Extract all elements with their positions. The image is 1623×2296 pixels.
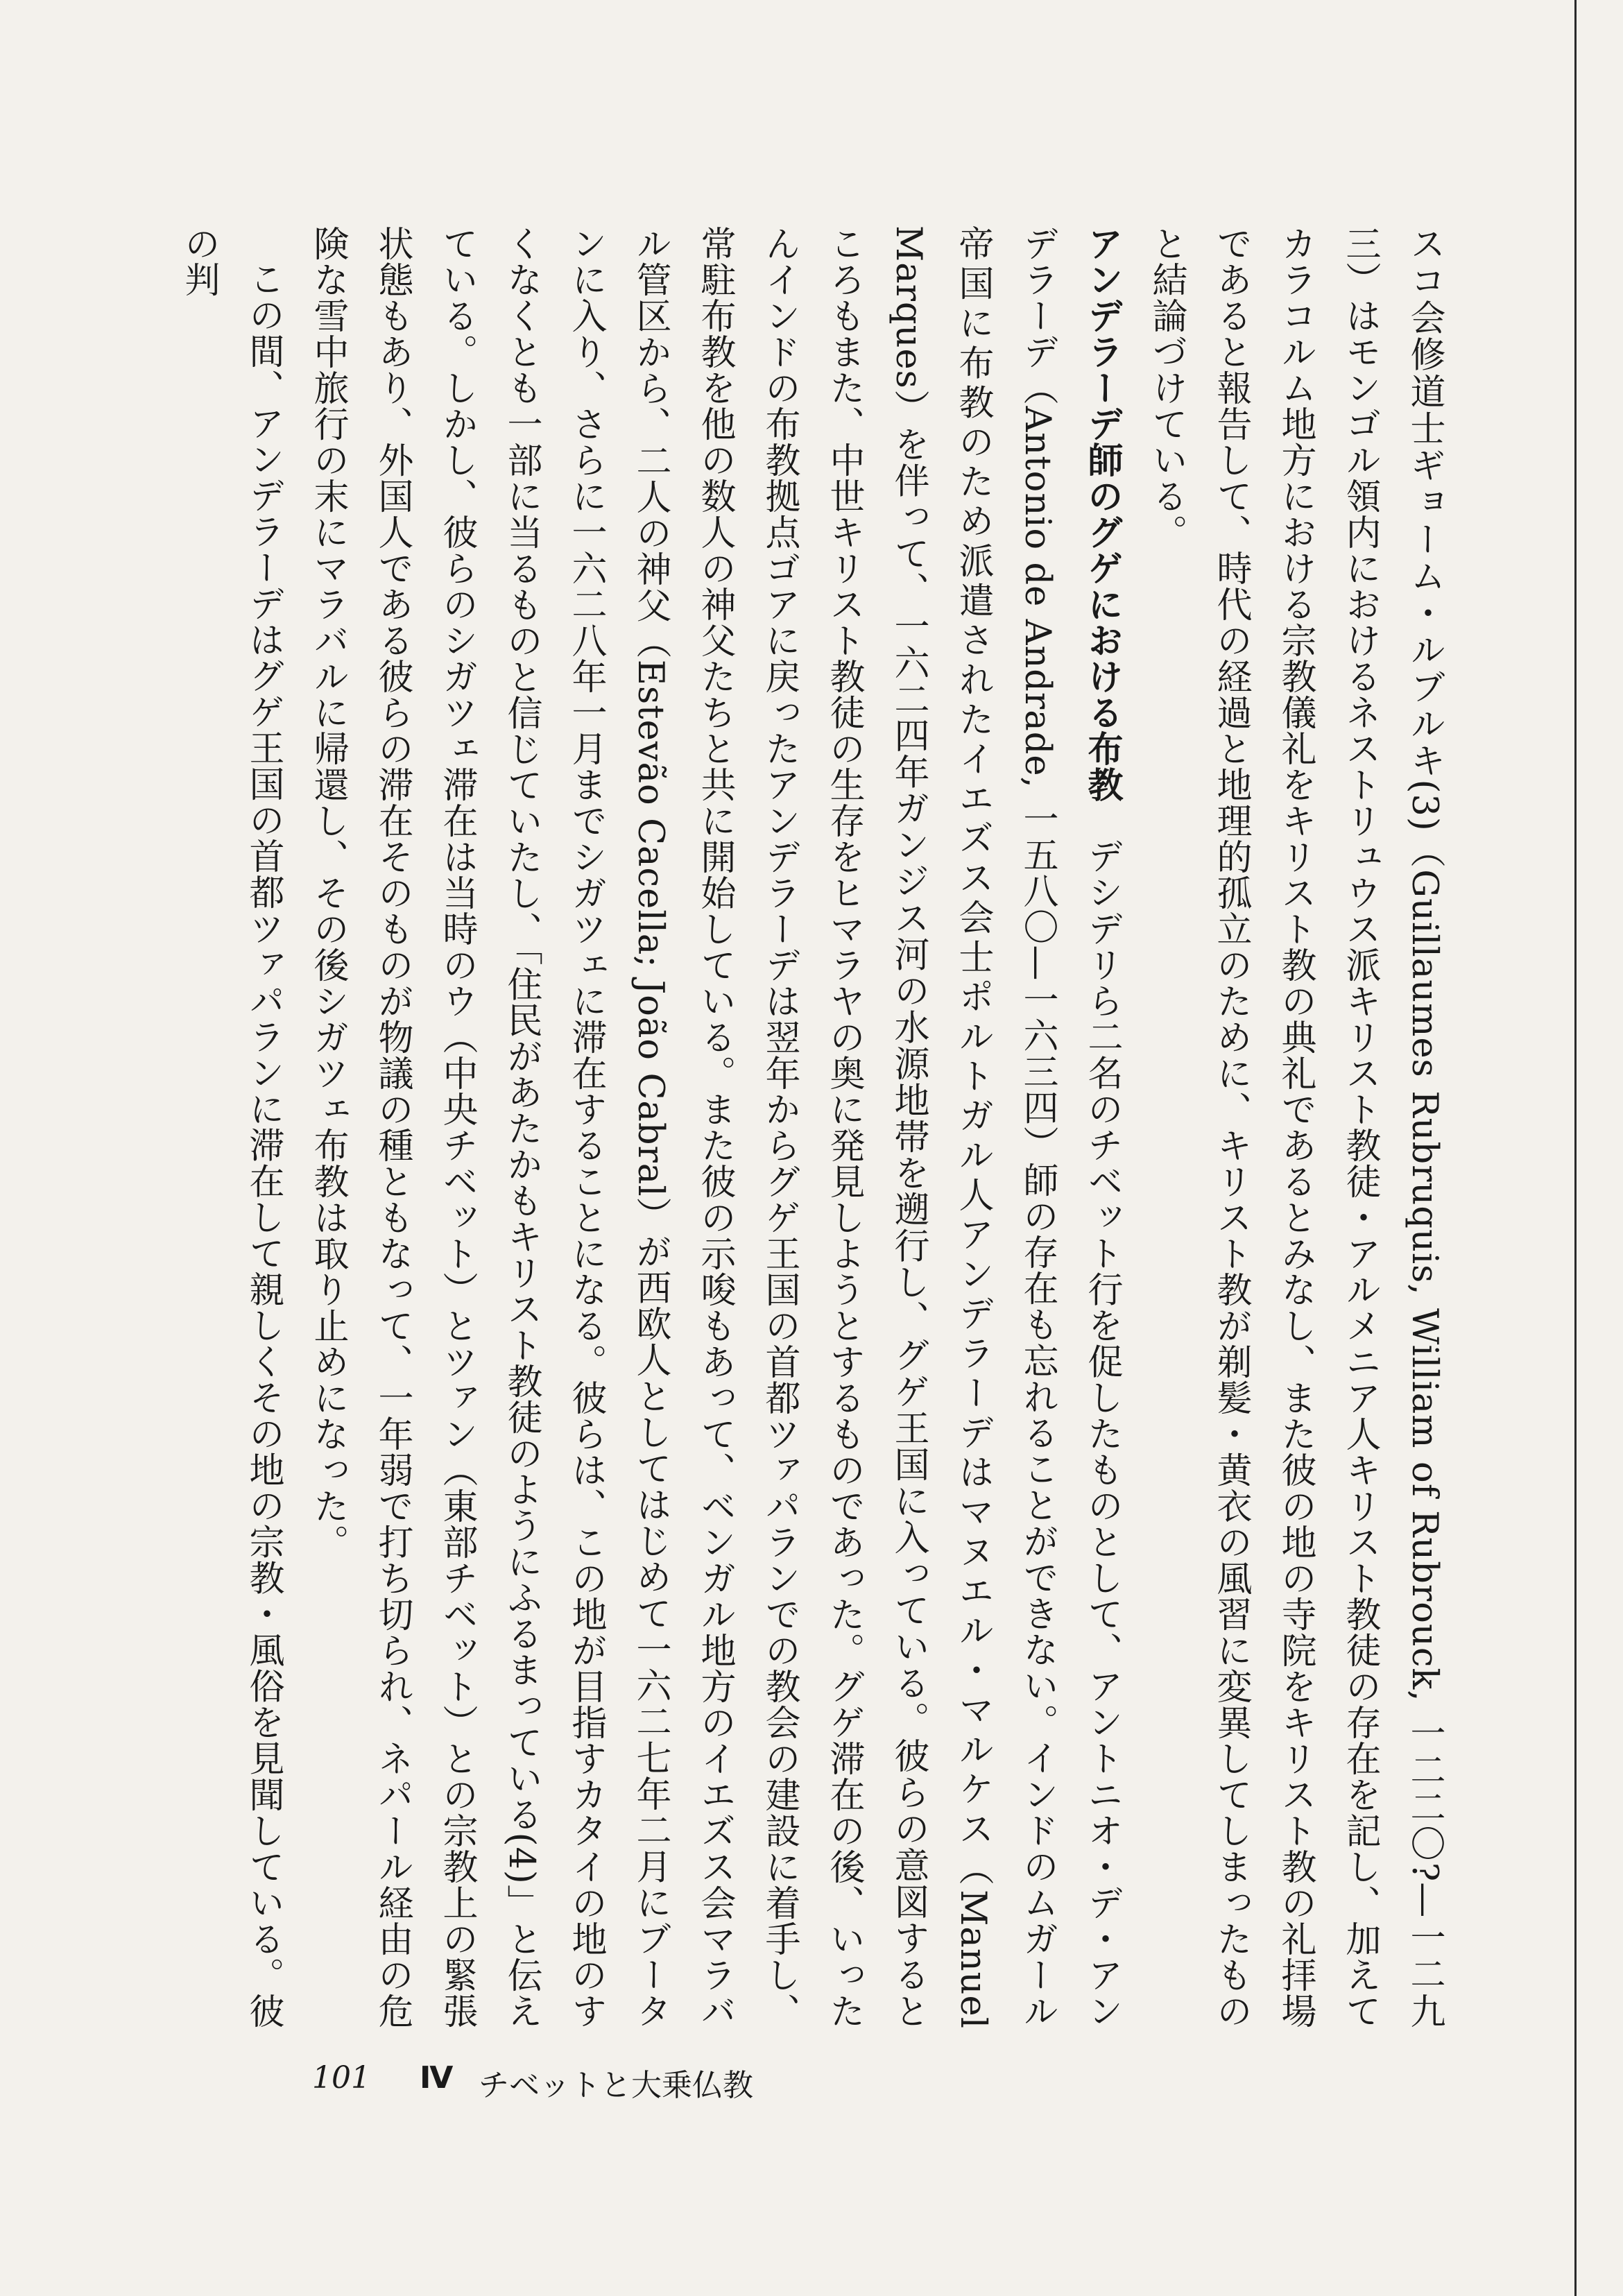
chapter-number: Ⅳ — [420, 2060, 454, 2096]
paragraph-tsaparang — [166, 225, 295, 2029]
page-footer — [312, 2060, 1006, 2109]
paragraph-text: デシデリら二名のチベット行を促したものとして、アントニオ・デ・アンデラーデ（Antonio de Andrade, 一五八〇—一六三四）師の存在も忘れることができない。インドのムガール帝国に布教のため派遣されたイエズス会士ポルトガル人アンデラーデはマヌエル・マルケス（Manuel Marques）を伴って、一六二四年ガンジス河の水源地帯を遡行し、グゲ王国に入っている。彼らの意図するところもまた、中世キリスト教徒の生存をヒマラヤの奥に発見しようとするものであった。グゲ滞在の後、いったんインドの布教拠点ゴアに戻ったアンデラーデは翌年からグゲ王国の首都ツァパランでの教会の建設に着手し、常駐布教を他の数人の神父たちと共に開始している。また彼の示唆もあって、ベンガル地方のイエズス会マラバル管区から、二人の神父（Estevão Cacella; João Cabral）が西欧人としてはじめて一六二七年二月にブータンに入り、さらに一六二八年一月までシガツェに滞在することになる。彼らは、この地が目指すカタイの地のすくなくとも一部に当るものと信じていたし、「住民があたかもキリスト教徒のようにふるまっている(4)」と伝えている。しかし、彼らのシガツェ滞在は当時のウ（中央チベット）とツァン（東部チベット）との宗教上の緊張状態もあり、外国人である彼らの滞在そのものが物議の種ともなって、一年弱で打ち切られ、ネパール経由の危険な雪中旅行の末にマラバルに帰還し、その後シガツェ布教は取り止めになった。 — [307, 225, 1122, 2030]
section-heading: アンデラーデ師のグゲにおける布教 — [1081, 225, 1122, 803]
page-number: 101 — [312, 2060, 370, 2096]
body-text — [178, 225, 1457, 2030]
page-edge-line — [1574, 0, 1577, 2296]
paragraph-andrade — [295, 225, 1134, 2029]
chapter-title: チベットと大乗仏教 — [479, 2068, 753, 2103]
paragraph-text: この間、アンデラーデはグゲ王国の首都ツァパランに滞在して親しくその地の宗教・風俗を見聞している。彼の判 — [178, 225, 284, 2029]
paragraph-rubruquis — [1134, 225, 1457, 2029]
paragraph-text: スコ会修道士ギョーム・ルブルキ(3)（Guillaumes Rubruquis, William of Rubrouck, 一二二〇?—一二九三）はモンゴル領内におけるネストリュウス派キリスト教徒・アルメニア人キリスト教徒の存在を記し、加えてカラコルム地方における宗教儀礼をキリスト教の典礼であるとみなし、また彼の地の寺院をキリスト教の礼拝場であると報告して、時代の経過と地理的孤立のために、キリスト教が剃髪・黄衣の風習に変異してしまったものと結論づけている。 — [1146, 225, 1445, 2029]
